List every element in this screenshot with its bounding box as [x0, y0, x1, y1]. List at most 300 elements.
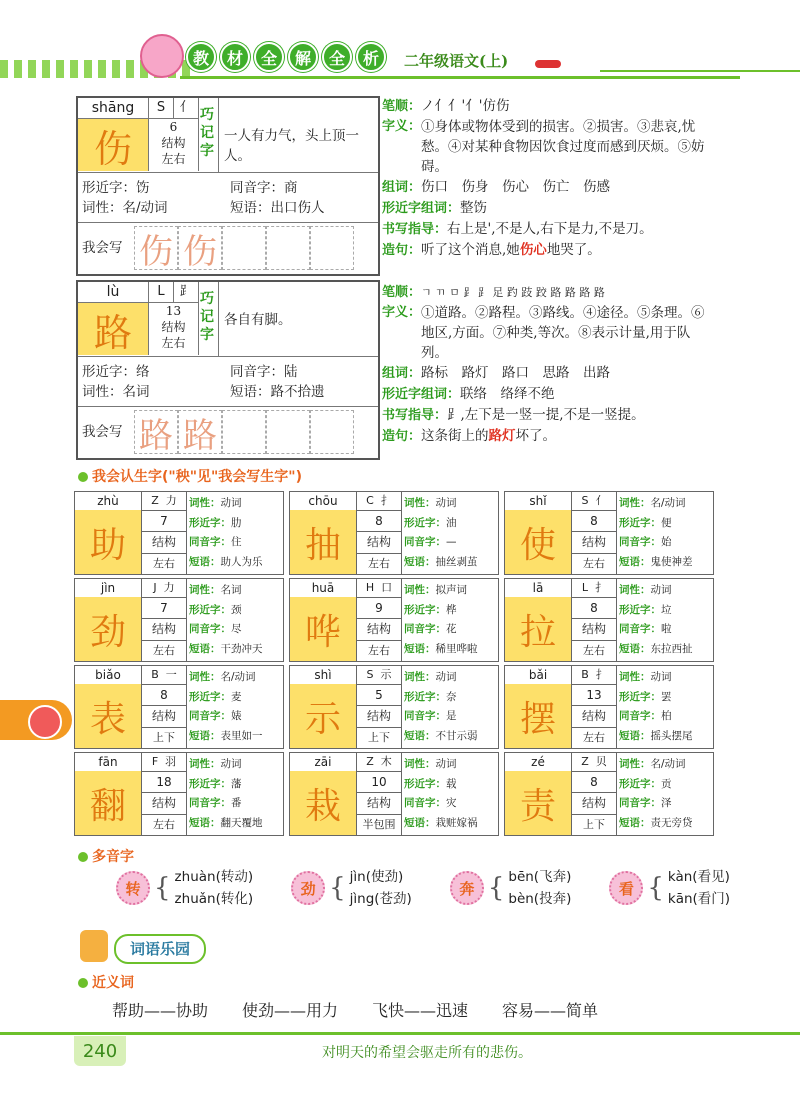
page-number: 240: [74, 1036, 126, 1066]
radical: 扌: [595, 668, 607, 681]
homophone: 花: [446, 623, 457, 635]
synonym-pair: 容易——简单: [502, 1001, 599, 1020]
big-char: 拉: [505, 597, 572, 661]
big-char: 路: [78, 303, 149, 355]
recognize-title-text: 我会认生字("秧"见"我会写生字"): [92, 469, 302, 485]
similar: 颈: [231, 603, 242, 616]
homophone: 商: [284, 180, 298, 196]
pinyin: fān: [75, 753, 142, 772]
pos-label: 词性：: [189, 497, 221, 509]
book-title: [186, 42, 386, 72]
stroke-count: 13: [572, 685, 617, 706]
poly-char: 奔: [450, 871, 484, 905]
stroke-count: 8: [142, 685, 187, 706]
structure: 左右: [161, 336, 186, 350]
pinyin: zhù: [75, 492, 142, 511]
pos-label: 词性：: [189, 758, 221, 770]
index-letter: B: [581, 668, 589, 681]
homophone-label: 同音字：: [404, 536, 446, 548]
pinyin: lā: [505, 579, 572, 598]
phrase: 摇头摆尾: [650, 729, 693, 742]
pencil-icon: [535, 60, 561, 68]
homophone-label: 同音字：: [404, 623, 446, 635]
similar: 麦: [231, 690, 242, 703]
stroke-count: 13: [165, 304, 182, 318]
structure-label: 结构: [357, 532, 402, 554]
write-label: 我会写: [82, 240, 123, 256]
similar-label: 形近字：: [619, 603, 661, 616]
stroke-count: 10: [357, 772, 402, 793]
pos: 名/动词: [220, 671, 256, 683]
big-char: 摆: [505, 684, 572, 748]
stroke-count: 9: [357, 598, 402, 619]
words: 伤口 伤身 伤心 伤亡 伤感: [421, 179, 611, 195]
word-park-title: 词语乐园: [114, 934, 206, 964]
pos-label: 词性：: [189, 584, 221, 596]
homophone: 是: [446, 710, 457, 722]
mnemonic: 各自有脚。: [224, 312, 292, 328]
radical: 示: [380, 668, 392, 681]
synonym-pair: 帮助——协助: [112, 1001, 209, 1020]
trace-char: 伤: [178, 226, 222, 270]
index: [142, 666, 187, 685]
pos-label: 词性：: [619, 758, 651, 770]
big-char: 翻: [75, 771, 142, 835]
pos: 名词: [122, 384, 150, 400]
pos: 动词: [435, 497, 457, 509]
book-mascot-icon: [80, 930, 108, 962]
similar-label: 形近字：: [404, 516, 446, 529]
recognize-char-card: [504, 491, 714, 575]
homophone-label: 同音字：: [619, 710, 661, 722]
homophone-label: 同音字：: [230, 180, 284, 196]
char-info: [619, 755, 693, 833]
reading-2: zhuǎn(转化): [174, 891, 254, 907]
phrase: 干劲冲天: [220, 642, 263, 655]
homophone: 番: [231, 797, 242, 809]
index: [142, 579, 187, 598]
phrase-label: 短语：: [404, 816, 436, 829]
phrase: 栽赃嫁祸: [435, 816, 478, 829]
sentence-highlight: 伤心: [519, 242, 547, 258]
sentence-label: 造句：: [382, 243, 422, 258]
similar-label: 形近字：: [82, 364, 136, 380]
phrase-label: 短语：: [619, 642, 651, 655]
char-info: [189, 755, 263, 833]
words-label: 组词：: [382, 180, 422, 195]
phrase: 不甘示弱: [435, 729, 478, 742]
phrase: 鬼使神差: [650, 555, 693, 568]
radical: 口: [381, 581, 393, 594]
char-info: [404, 755, 478, 833]
phrase: 助人为乐: [220, 555, 263, 568]
pinyin: jìn: [75, 579, 142, 598]
structure: 上下: [357, 728, 402, 748]
radical: 扌: [595, 581, 607, 594]
words-label: 组词：: [382, 366, 422, 381]
structure-label: 结构: [142, 619, 187, 641]
big-char: 伤: [78, 119, 149, 171]
reading-1: jìn(使劲): [349, 869, 404, 885]
stroke-count: 18: [142, 772, 187, 793]
index-letter: F: [151, 755, 159, 768]
trace-char: 伤: [134, 226, 178, 270]
index: [357, 579, 402, 598]
index-letter: L: [581, 581, 589, 594]
phrase-label: 短语：: [230, 200, 271, 216]
mnemonic-label: 巧记字: [200, 107, 214, 159]
recognize-char-card: [74, 578, 284, 662]
similar: 藩: [231, 777, 242, 790]
pos-label: 词性：: [619, 671, 651, 683]
bullet-icon: [78, 472, 88, 482]
index-letter: S: [366, 668, 374, 681]
structure-label: 结构: [142, 793, 187, 815]
big-char: 栽: [290, 771, 357, 835]
index: [142, 492, 187, 511]
stroke-count: 5: [357, 685, 402, 706]
structure-label: 结构: [357, 793, 402, 815]
meaning: ①道路。②路程。③路线。④途径。⑤条理。⑥地区,方面。⑦种类,等次。⑧表示计量,用于队列。: [421, 305, 705, 361]
structure-label: 结构: [572, 532, 617, 554]
reading-2: jìng(苍劲): [349, 891, 412, 907]
structure: 上下: [572, 815, 617, 835]
structure: 左右: [572, 641, 617, 661]
writing-grid: [134, 226, 354, 270]
reading-1: zhuàn(转动): [174, 869, 254, 885]
phrase: 稀里哗啦: [435, 642, 478, 655]
synonym-section-title: [78, 972, 134, 992]
meaning-label: 字义：: [382, 305, 422, 320]
index-letter: H: [365, 581, 375, 594]
trace-char: 路: [134, 410, 178, 454]
phrase-label: 短语：: [189, 816, 221, 829]
homophone-label: 同音字：: [404, 710, 446, 722]
synonym-list: [112, 998, 598, 1021]
reading-2: kān(看门): [667, 891, 731, 907]
recognize-char-card: [504, 752, 714, 836]
reading-1: kàn(看见): [667, 869, 730, 885]
stroke-count: 7: [142, 598, 187, 619]
char-info: [404, 494, 478, 572]
poly-char: 看: [609, 871, 643, 905]
recognize-char-card: [504, 578, 714, 662]
structure: 左右: [142, 554, 187, 574]
bishun-label: 笔顺：: [382, 285, 422, 300]
structure: 左右: [161, 152, 186, 166]
index-letter: J: [153, 581, 157, 594]
homophone-label: 同音字：: [189, 536, 231, 548]
char-info: [404, 668, 478, 746]
sentence: 听了这个消息,她: [421, 242, 520, 258]
structure: 左右: [357, 641, 402, 661]
bishun: ㄱ ㄲ ㅁ ⻊ ⻊ 足 趵 跂 跤 路 路 路 路: [421, 286, 605, 299]
char-info: [189, 494, 263, 572]
phrase-label: 短语：: [619, 555, 651, 568]
bullet-icon: [78, 852, 88, 862]
recognize-char-card: [289, 665, 499, 749]
structure: 左右: [142, 815, 187, 835]
poly-item: 转 { zhuàn(转动) zhuǎn(转化): [116, 866, 253, 910]
recognize-char-card: [74, 491, 284, 575]
reading-2: bèn(投奔): [508, 891, 572, 907]
similar: 贡: [661, 777, 672, 790]
radical: 力: [165, 494, 177, 507]
pos: 动词: [650, 671, 672, 683]
pos: 拟声词: [435, 584, 467, 596]
structure: 左右: [142, 641, 187, 661]
mascot-girl-icon: [140, 34, 184, 78]
grade-label: 二年级语文(上): [404, 52, 509, 70]
synonym-title-text: 近义词: [92, 975, 134, 991]
similar: 便: [661, 516, 672, 529]
recognize-char-card: [74, 665, 284, 749]
pos: 名/动词: [650, 497, 686, 509]
pos: 名/动词: [122, 200, 168, 216]
big-char: 助: [75, 510, 142, 574]
phrase-label: 短语：: [619, 816, 651, 829]
index-letter: B: [151, 668, 159, 681]
similar-label: 形近字：: [619, 516, 661, 529]
words: 路标 路灯 路口 思路 出路: [421, 365, 611, 381]
pos: 动词: [435, 758, 457, 770]
title-char: 全: [322, 42, 352, 72]
structure-label: 结构: [161, 320, 186, 334]
big-char: 抽: [290, 510, 357, 574]
phrase-label: 短语：: [404, 555, 436, 568]
similar-label: 形近字：: [189, 690, 231, 703]
pinyin: lù: [78, 282, 149, 303]
bullet-icon: [78, 978, 88, 988]
homophone: 始: [661, 536, 672, 548]
char-info: [619, 581, 693, 659]
phrase-label: 短语：: [404, 729, 436, 742]
poly-title-text: 多音字: [92, 849, 134, 865]
similar: 载: [446, 777, 457, 790]
poly-char: 劲: [291, 871, 325, 905]
index-letter: Z: [151, 494, 159, 507]
index: [572, 579, 617, 598]
homophone-label: 同音字：: [619, 536, 661, 548]
phrase-label: 短语：: [230, 384, 271, 400]
guide: ⻊,左下是一竖一提,不是一竖提。: [447, 407, 645, 423]
structure-label: 结构: [572, 793, 617, 815]
similar-label: 形近字：: [189, 777, 231, 790]
pinyin: huā: [290, 579, 357, 598]
pos-label: 词性：: [619, 584, 651, 596]
homophone: 柏: [661, 710, 672, 722]
homophone-label: 同音字：: [619, 797, 661, 809]
index: [572, 492, 617, 511]
guide: 右上是',不是人,右下是力,不是刀。: [447, 221, 653, 237]
index-letter: Z: [581, 755, 589, 768]
stroke-count: 8: [572, 511, 617, 532]
structure: 左右: [572, 728, 617, 748]
phrase: 表里如一: [220, 729, 263, 742]
mnemonic-label: 巧记字: [200, 291, 214, 343]
pos-label: 词性：: [404, 584, 436, 596]
structure-label: 结构: [572, 706, 617, 728]
meaning-label: 字义：: [382, 119, 422, 134]
poly-item: 看 { kàn(看见) kān(看门): [609, 866, 730, 910]
mnemonic: 一人有力气，头上顶一人。: [224, 128, 359, 164]
radical: 亻: [174, 98, 199, 119]
homophone-label: 同音字：: [189, 623, 231, 635]
title-char: 材: [220, 42, 250, 72]
similar: 罢: [661, 690, 672, 703]
pinyin: zé: [505, 753, 572, 772]
sentence: 这条街上的: [421, 428, 489, 444]
phrase: 路不拾遗: [270, 384, 325, 400]
header-rule: [180, 76, 740, 79]
simwords: 整饬: [460, 200, 488, 216]
poly-item: 劲 { jìn(使劲) jìng(苍劲): [291, 866, 412, 910]
meaning: ①身体或物体受到的损害。②损害。③悲哀,忧愁。④对某种食物因饮食过度而感到厌烦。⑤妨碍。: [421, 119, 705, 175]
similar: 络: [136, 364, 150, 380]
big-char: 表: [75, 684, 142, 748]
index: [357, 492, 402, 511]
char-card-shang: [76, 96, 380, 276]
poly-item: 奔 { bēn(飞奔) bèn(投奔): [450, 866, 572, 910]
radical: ⻊: [174, 282, 199, 303]
homophone-label: 同音字：: [189, 710, 231, 722]
structure: 上下: [142, 728, 187, 748]
homophone: 泽: [661, 797, 672, 809]
structure: 半包围: [357, 815, 402, 835]
index: [357, 753, 402, 772]
char-info: [189, 581, 263, 659]
poly-char: 转: [116, 871, 150, 905]
recognize-char-card: [289, 752, 499, 836]
homophone-label: 同音字：: [230, 364, 284, 380]
stroke-count: 7: [142, 511, 187, 532]
char-info: [189, 668, 263, 746]
writing-grid: [134, 410, 354, 454]
homophone: 陆: [284, 364, 298, 380]
write-label: 我会写: [82, 424, 123, 440]
stroke-count: 8: [572, 598, 617, 619]
stroke-count: 8: [357, 511, 402, 532]
pinyin: shāng: [78, 98, 149, 119]
index-letter: Z: [366, 755, 374, 768]
stroke-count: 8: [572, 772, 617, 793]
structure-label: 结构: [142, 532, 187, 554]
mascot-face-icon: [28, 705, 62, 739]
similar-label: 形近字：: [404, 690, 446, 703]
big-char: 劲: [75, 597, 142, 661]
structure-label: 结构: [357, 706, 402, 728]
similar: 奈: [446, 690, 457, 703]
bishun: ノ亻亻'亻'仿伤: [421, 98, 510, 114]
pos-label: 词性：: [82, 200, 123, 216]
header-rule-right: [600, 70, 800, 72]
pinyin: shì: [290, 666, 357, 685]
similar-label: 形近字：: [189, 516, 231, 529]
footer-rule: [0, 1032, 800, 1035]
index-letter: S: [149, 98, 174, 119]
similar: 肋: [231, 516, 242, 529]
phrase-label: 短语：: [619, 729, 651, 742]
radical: 一: [165, 668, 177, 681]
homophone: 尽: [231, 623, 242, 635]
homophone: —: [446, 536, 457, 548]
phrase-label: 短语：: [189, 555, 221, 568]
sentence-end: 地哭了。: [546, 242, 601, 258]
index-letter: C: [366, 494, 374, 507]
similar: 饬: [136, 180, 150, 196]
homophone: 住: [231, 536, 242, 548]
char2-details: [382, 282, 712, 447]
synonym-pair: 使劲——用力: [242, 1001, 339, 1020]
pinyin: bǎi: [505, 666, 572, 685]
similar-label: 形近字：: [619, 777, 661, 790]
recognize-char-card: [289, 578, 499, 662]
char-card-lu: [76, 280, 380, 460]
recognize-char-card: [74, 752, 284, 836]
simwords-label: 形近字组词：: [382, 387, 461, 402]
simwords-label: 形近字组词：: [382, 201, 461, 216]
pos-label: 词性：: [404, 497, 436, 509]
pinyin: biǎo: [75, 666, 142, 685]
big-char: 责: [505, 771, 572, 835]
similar: 垃: [661, 603, 672, 616]
title-char: 析: [356, 42, 386, 72]
sentence-label: 造句：: [382, 429, 422, 444]
pos: 动词: [220, 758, 242, 770]
index: [142, 753, 187, 772]
synonym-pair: 飞快——迅速: [372, 1001, 469, 1020]
char-info: [619, 494, 693, 572]
guide-label: 书写指导：: [382, 222, 448, 237]
pos: 动词: [435, 671, 457, 683]
index: [357, 666, 402, 685]
char-info: [404, 581, 478, 659]
radical: 力: [163, 581, 175, 594]
phrase: 抽丝剥茧: [435, 555, 478, 568]
footer-motto: 对明天的希望会驱走所有的悲伤。: [322, 1045, 532, 1061]
phrase: 责无旁贷: [650, 816, 693, 829]
phrase-label: 短语：: [404, 642, 436, 655]
recognize-section-title: [78, 466, 302, 486]
pos: 动词: [650, 584, 672, 596]
pos: 名/动词: [650, 758, 686, 770]
index-letter: L: [149, 282, 174, 303]
similar: 油: [446, 516, 457, 529]
poly-section-title: [78, 846, 134, 866]
pos-label: 词性：: [404, 671, 436, 683]
recognize-char-card: [289, 491, 499, 575]
char-info: [619, 668, 693, 746]
phrase-label: 短语：: [189, 642, 221, 655]
homophone-label: 同音字：: [404, 797, 446, 809]
pinyin: zāi: [290, 753, 357, 772]
index: [572, 753, 617, 772]
homophone-label: 同音字：: [189, 797, 231, 809]
stroke-count: 6: [169, 120, 178, 134]
reading-1: bēn(飞奔): [508, 869, 572, 885]
radical: 贝: [595, 755, 607, 768]
sentence-end: 坏了。: [515, 428, 557, 444]
pos: 动词: [220, 497, 242, 509]
structure-label: 结构: [161, 136, 186, 150]
big-char: 哗: [290, 597, 357, 661]
homophone: 啦: [661, 623, 672, 635]
index-letter: S: [581, 494, 589, 507]
structure-label: 结构: [142, 706, 187, 728]
pos-label: 词性：: [189, 671, 221, 683]
similar-label: 形近字：: [189, 603, 231, 616]
pos: 名词: [220, 584, 242, 596]
